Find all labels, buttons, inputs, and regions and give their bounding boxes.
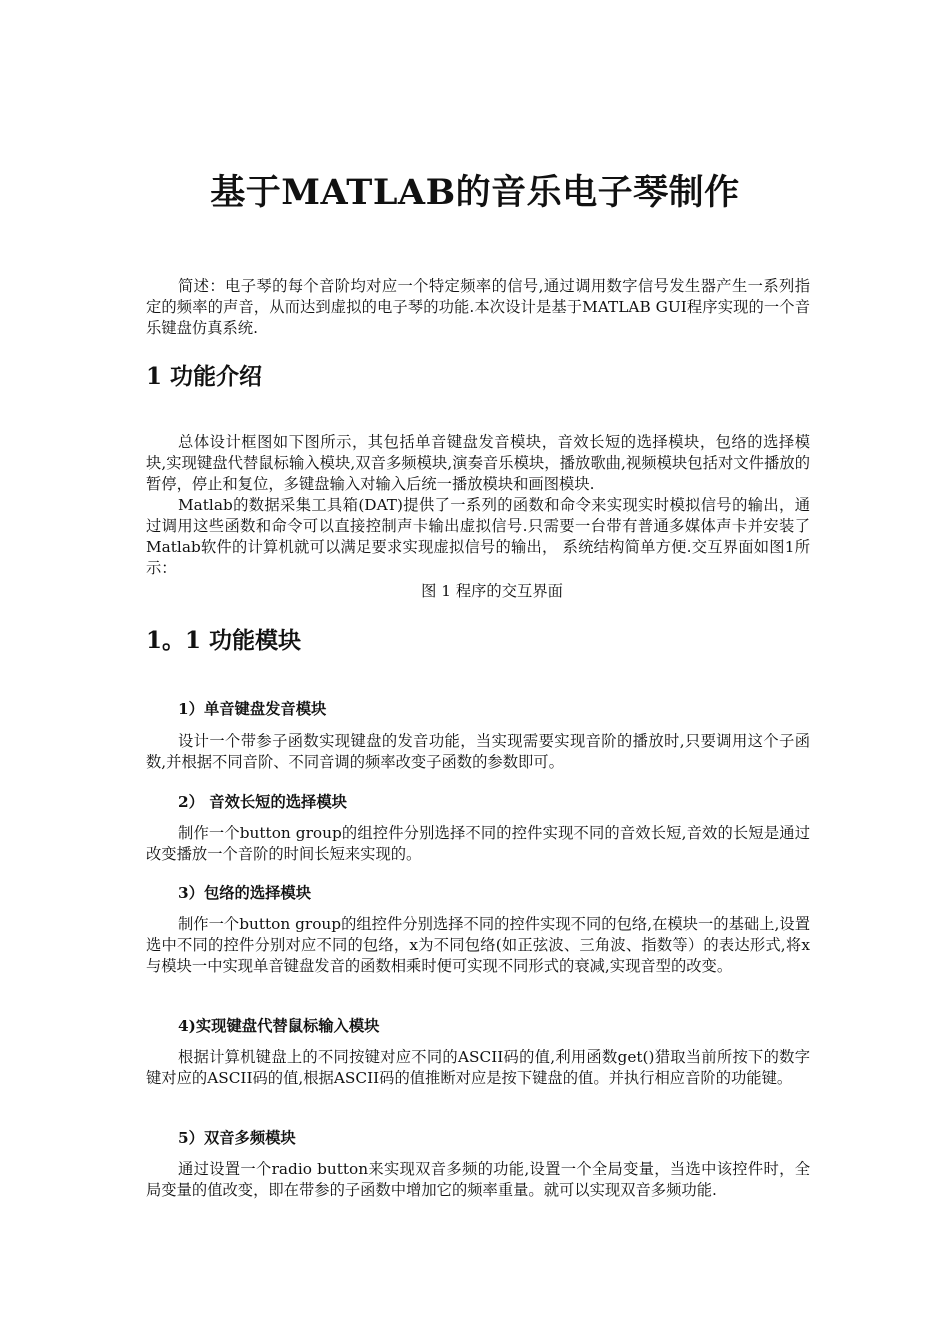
section-heading-function-modules: 1。1 功能模块 [146,627,302,654]
module-4-text: 根据计算机键盘上的不同按键对应不同的ASCII码的值,利用函数get()猎取当前所按下的数字键对应的ASCII码的值,根据ASCII码的值推断对应是按下键盘的值。并执行相应音阶的功能键。 [146,1048,810,1087]
section1-paragraph-2: Matlab的数据采集工具箱(DAT)提供了一系列的函数和命令来实现实时模拟信号的输出，通过调用这些函数和命令可以直接控制声卡输出虚拟信号.只需要一台带有普通多媒体声卡并安装了Matlab软件的计算机就可以满足要求实现虚拟信号的输出， 系统结构简单方便.交互界面如图1所示： [146,496,810,577]
module-3-text: 制作一个button group的组控件分别选择不同的控件实现不同的包络,在模块一的基础上,设置选中不同的控件分别对应不同的包络，x为不同包络(如正弦波、三角波、指数等）的表达形式,将x与模块一中实现单音键盘发音的函数相乘时便可实现不同形式的衰减,实现音型的改变。 [146,915,810,975]
abstract-paragraph: 简述：电子琴的每个音阶均对应一个特定频率的信号,通过调用数字信号发生器产生一系列指定的频率的声音，从而达到虚拟的电子琴的功能.本次设计是基于MATLAB GUI程序实现的一个音乐键盘仿真系统. [146,277,810,337]
module-2-title: 2） 音效长短的选择模块 [178,793,347,811]
figure-caption: 图 1 程序的交互界面 [421,582,563,600]
module-2-text: 制作一个button group的组控件分别选择不同的控件实现不同的音效长短,音效的长短是通过改变播放一个音阶的时间长短来实现的。 [146,824,810,863]
module-4-title: 4)实现键盘代替鼠标输入模块 [178,1017,380,1035]
section1-paragraph-1: 总体设计框图如下图所示，其包括单音键盘发音模块，音效长短的选择模块，包络的选择模块,实现键盘代替鼠标输入模块,双音多频模块,演奏音乐模块，播放歌曲,视频模块包括对文件播放的暂停，停止和复位，多键盘输入对输入后统一播放模块和画图模块. [146,433,810,493]
section-heading-function-intro: 1 功能介绍 [146,363,263,390]
module-5-title: 5）双音多频模块 [178,1129,296,1147]
module-1-text: 设计一个带参子函数实现键盘的发音功能，当实现需要实现音阶的播放时,只要调用这个子函数,并根据不同音阶、不同音调的频率改变子函数的参数即可。 [146,732,810,771]
module-1-title: 1）单音键盘发音模块 [178,700,327,718]
module-5-text: 通过设置一个radio button来实现双音多频的功能,设置一个全局变量，当选中该控件时，全局变量的值改变，即在带参的子函数中增加它的频率重量。就可以实现双音多频功能. [146,1160,810,1199]
document-title: 基于MATLAB的音乐电子琴制作 [210,172,740,214]
module-3-title: 3）包络的选择模块 [178,884,312,902]
